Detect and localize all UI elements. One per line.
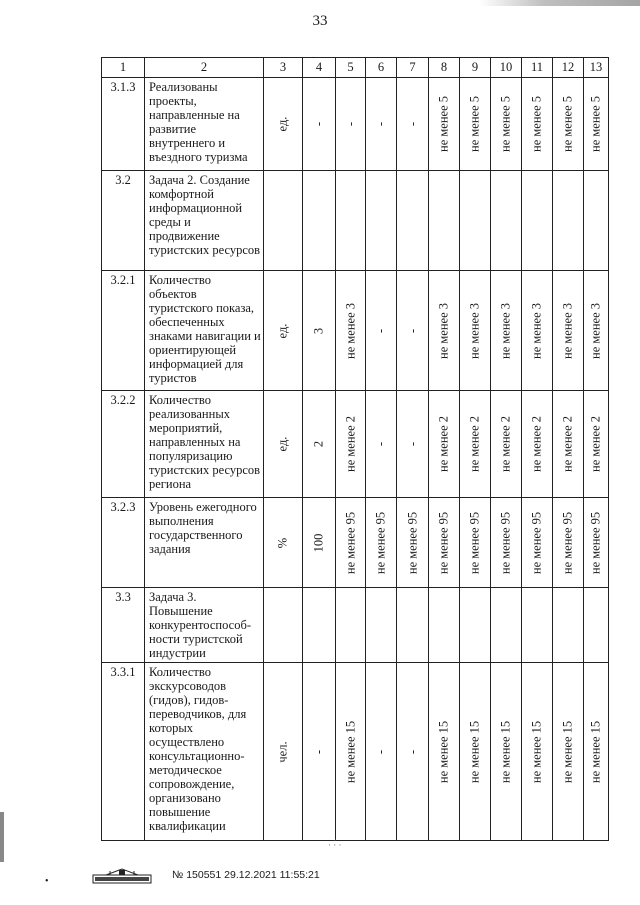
table-row <box>102 391 609 498</box>
page-number: 33 <box>312 13 328 29</box>
indicators-table <box>101 57 609 841</box>
column-number: 9 <box>460 58 491 78</box>
value-cell <box>336 588 366 663</box>
value-text: не менее 95 <box>436 511 451 574</box>
value-text: не менее 15 <box>467 720 482 783</box>
row-unit: ед. <box>275 116 290 132</box>
value-text: не менее 2 <box>467 416 482 472</box>
value-text: не менее 15 <box>498 720 513 783</box>
value-text: не менее 3 <box>498 302 513 359</box>
value-text: не менее 2 <box>529 416 544 472</box>
value-cell <box>584 271 609 391</box>
value-cell <box>553 663 584 841</box>
value-cell <box>366 391 397 498</box>
row-name: Количество реализованных мероприятий, направленных на популяризацию туристских ресурсов региона <box>145 391 264 498</box>
value-cell <box>303 663 336 841</box>
value-cell <box>397 663 429 841</box>
value-text: не менее 2 <box>498 416 513 472</box>
value-cell <box>522 271 553 391</box>
value-text: не менее 95 <box>405 511 419 574</box>
row-unit-cell <box>264 588 303 663</box>
value-cell <box>522 391 553 498</box>
value-cell <box>460 391 491 498</box>
column-number: 4 <box>303 58 336 78</box>
row-name: Уровень ежегодного выполнения государственного задания <box>145 498 264 588</box>
column-number: 6 <box>366 58 397 78</box>
value-cell <box>397 498 429 588</box>
row-name: Задача 2. Создание комфортной информационной среды и продвижение туристских ресурсов <box>145 171 264 271</box>
column-number: 10 <box>491 58 522 78</box>
value-cell <box>584 588 609 663</box>
value-cell <box>336 171 366 271</box>
value-cell <box>429 588 460 663</box>
value-text: - <box>405 749 419 754</box>
value-text: - <box>373 121 388 127</box>
table-row <box>102 663 609 841</box>
row-unit: ед. <box>275 436 290 452</box>
row-name: Задача 3. Повышение конкурентоспособ-ности туристской индустрии <box>145 588 264 663</box>
scan-artifact-left-edge <box>0 812 4 862</box>
value-cell <box>522 171 553 271</box>
value-text: 3 <box>311 327 326 334</box>
row-unit-cell <box>264 78 303 171</box>
value-text: - <box>343 121 357 127</box>
value-cell <box>336 391 366 498</box>
value-cell <box>336 663 366 841</box>
value-text: не менее 15 <box>343 720 357 783</box>
value-cell <box>303 588 336 663</box>
value-cell <box>303 171 336 271</box>
column-number: 12 <box>553 58 584 78</box>
column-number: 11 <box>522 58 553 78</box>
value-cell <box>522 588 553 663</box>
value-text: не менее 5 <box>588 96 603 152</box>
value-cell <box>460 588 491 663</box>
value-text: не менее 5 <box>560 96 575 152</box>
row-code: 3.3 <box>102 588 145 663</box>
scan-dot: • <box>45 876 49 887</box>
row-code: 3.1.3 <box>102 78 145 171</box>
table-row <box>102 588 609 663</box>
row-unit-cell <box>264 498 303 588</box>
value-cell <box>584 391 609 498</box>
value-cell <box>397 271 429 391</box>
value-cell <box>460 498 491 588</box>
doc-number-symbol: № <box>172 869 184 881</box>
value-cell <box>429 498 460 588</box>
value-cell <box>303 78 336 171</box>
value-cell <box>336 271 366 391</box>
table-body <box>102 78 609 841</box>
value-cell <box>491 663 522 841</box>
value-cell <box>553 498 584 588</box>
value-cell <box>460 171 491 271</box>
value-cell <box>366 588 397 663</box>
value-text: не менее 95 <box>467 511 482 574</box>
value-cell <box>429 663 460 841</box>
value-cell <box>429 271 460 391</box>
scan-artifact-top <box>480 0 640 6</box>
value-cell <box>429 171 460 271</box>
value-text: не менее 3 <box>529 302 544 359</box>
value-text: не менее 5 <box>467 96 482 152</box>
row-code: 3.2.1 <box>102 271 145 391</box>
value-text: 100 <box>311 533 326 552</box>
value-cell <box>491 271 522 391</box>
table-row <box>102 271 609 391</box>
table-row <box>102 78 609 171</box>
value-text: не менее 95 <box>343 511 357 574</box>
e-signature-stamp-icon <box>92 868 152 884</box>
value-text: - <box>373 441 388 447</box>
value-cell <box>491 498 522 588</box>
row-code: 3.2.3 <box>102 498 145 588</box>
value-text: не менее 15 <box>588 720 603 783</box>
value-cell <box>366 663 397 841</box>
value-text: - <box>373 328 388 333</box>
column-number: 2 <box>145 58 264 78</box>
value-text: - <box>311 121 326 127</box>
value-text: не менее 5 <box>498 96 513 152</box>
row-name: Реализованы проекты, направленные на развитие внутреннего и въездного туризма <box>145 78 264 171</box>
row-unit-cell <box>264 663 303 841</box>
value-cell <box>336 78 366 171</box>
value-cell <box>397 588 429 663</box>
value-cell <box>429 391 460 498</box>
table-row <box>102 171 609 271</box>
value-cell <box>460 78 491 171</box>
value-text: - <box>405 328 419 333</box>
value-cell <box>491 78 522 171</box>
value-cell <box>553 391 584 498</box>
value-text: не менее 2 <box>588 416 603 472</box>
value-text: не менее 2 <box>436 416 451 472</box>
value-cell <box>584 171 609 271</box>
value-cell <box>522 78 553 171</box>
value-cell <box>397 171 429 271</box>
row-code: 3.3.1 <box>102 663 145 841</box>
value-cell <box>553 78 584 171</box>
column-number: 3 <box>264 58 303 78</box>
value-text: не менее 95 <box>588 511 603 574</box>
value-text: не менее 95 <box>529 511 544 574</box>
value-text: - <box>311 749 326 754</box>
value-cell <box>553 171 584 271</box>
doc-timestamp: 29.12.2021 11:55:21 <box>224 869 320 881</box>
value-text: - <box>405 121 419 127</box>
row-name: Количество экскурсоводов (гидов), гидов-переводчиков, для которых осуществлено консультационно-методическое сопровождение, организовано повышение квалификации <box>145 663 264 841</box>
value-cell <box>584 78 609 171</box>
value-text: - <box>373 749 388 754</box>
value-cell <box>429 78 460 171</box>
value-text: не менее 3 <box>560 302 575 359</box>
value-text: не менее 3 <box>343 302 357 359</box>
doc-number: 150551 <box>186 869 222 881</box>
value-cell <box>491 171 522 271</box>
value-text: 2 <box>311 440 326 448</box>
value-cell <box>366 498 397 588</box>
row-name: Количество объектов туристского показа, обеспеченных знаками навигации и ориентирующей информацией для туристов <box>145 271 264 391</box>
row-unit-cell <box>264 391 303 498</box>
value-text: не менее 3 <box>467 302 482 359</box>
row-unit-cell <box>264 171 303 271</box>
value-cell <box>303 391 336 498</box>
value-text: не менее 15 <box>560 720 575 783</box>
table-row <box>102 498 609 588</box>
value-cell <box>584 663 609 841</box>
value-cell <box>553 271 584 391</box>
value-cell <box>397 78 429 171</box>
row-unit: % <box>275 537 290 548</box>
row-unit: ед. <box>275 323 290 338</box>
value-text: не менее 5 <box>529 96 544 152</box>
value-cell <box>553 588 584 663</box>
value-text: не менее 15 <box>436 720 451 783</box>
scan-dots: · ·́ · <box>328 840 342 850</box>
value-text: не менее 15 <box>529 720 544 783</box>
row-unit: чел. <box>275 740 290 763</box>
value-text: не менее 95 <box>373 511 388 574</box>
column-number-row <box>102 58 609 78</box>
value-text: не менее 95 <box>498 511 513 574</box>
column-number: 1 <box>102 58 145 78</box>
value-cell <box>522 663 553 841</box>
value-cell <box>522 498 553 588</box>
value-text: не менее 2 <box>343 416 357 472</box>
column-number: 5 <box>336 58 366 78</box>
value-text: не менее 5 <box>436 96 451 152</box>
row-unit-cell <box>264 271 303 391</box>
value-cell <box>303 498 336 588</box>
column-number: 7 <box>397 58 429 78</box>
value-cell <box>366 271 397 391</box>
value-cell <box>460 271 491 391</box>
value-text: не менее 3 <box>588 302 603 359</box>
value-cell <box>491 391 522 498</box>
value-cell <box>336 498 366 588</box>
value-text: не менее 2 <box>560 416 575 472</box>
value-cell <box>366 78 397 171</box>
column-number: 8 <box>429 58 460 78</box>
value-cell <box>584 498 609 588</box>
column-number: 13 <box>584 58 609 78</box>
value-cell <box>491 588 522 663</box>
value-cell <box>460 663 491 841</box>
value-text: не менее 3 <box>436 302 451 359</box>
value-cell <box>366 171 397 271</box>
row-code: 3.2 <box>102 171 145 271</box>
row-code: 3.2.2 <box>102 391 145 498</box>
value-cell <box>397 391 429 498</box>
value-cell <box>303 271 336 391</box>
value-text: не менее 95 <box>560 511 575 574</box>
value-text: - <box>405 441 419 447</box>
